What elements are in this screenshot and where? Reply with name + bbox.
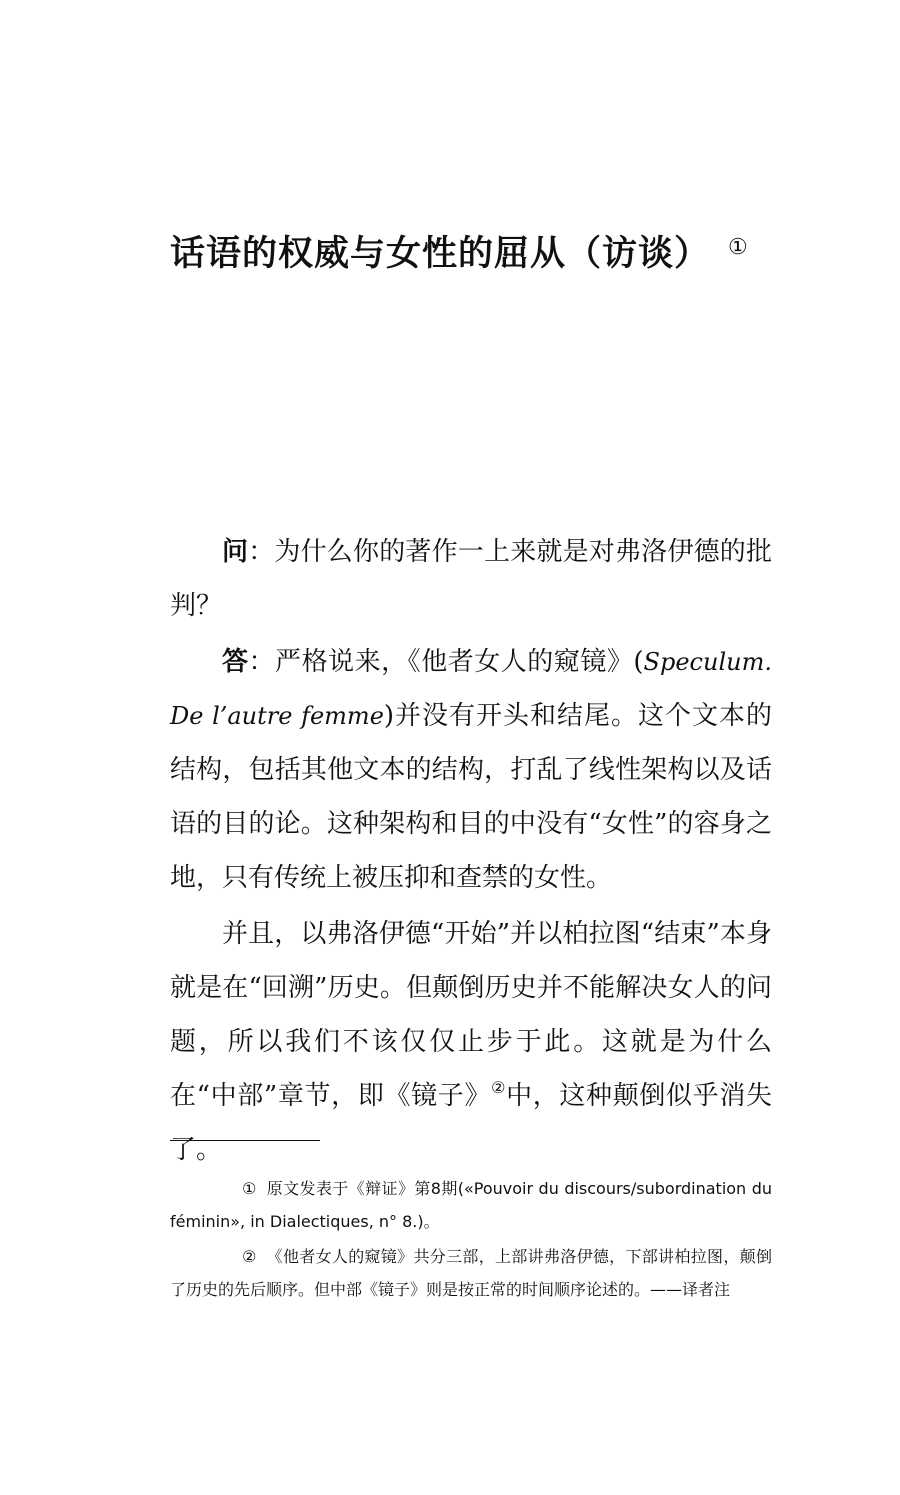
footnote-item [170, 1240, 772, 1306]
answer-text-start: ：严格说来，《他者女人的窥镜》( [248, 647, 644, 677]
footnote-mark: ② [242, 1247, 257, 1266]
book-title-italic: Speculum. De l’autre femme [170, 648, 772, 730]
paragraph-continuation [170, 907, 772, 1177]
title-text: 话语的权威与女性的屈从（访谈） [170, 233, 711, 275]
answer-text-rest: )并没有开头和结尾。这个文本的结构，包括其他文本的结构，打乱了线性架构以及话语的目的论。这种架构和目的中没有“女性”的容身之地，只有传统上被压抑和查禁的女性。 [170, 701, 772, 893]
footnote-mark: ① [242, 1179, 257, 1198]
page-title [170, 228, 790, 280]
paragraph-question [170, 525, 772, 633]
footnotes [170, 1172, 772, 1308]
question-label: 问 [222, 537, 249, 567]
body-text [170, 525, 772, 1179]
footnote-text: 《他者女人的窥镜》共分三部，上部讲弗洛伊德，下部讲柏拉图，颠倒了历史的先后顺序。但中部《镜子》则是按正常的时间顺序论述的。——译者注 [170, 1247, 772, 1299]
body-footnote-mark[interactable]: ② [491, 1078, 507, 1097]
footnote-item [170, 1172, 772, 1238]
footnote-text: 原文发表于《辩证》第8期(«Pouvoir du discours/subordination du féminin», in Dialectiques, n° 8.)。 [170, 1179, 772, 1231]
continuation-text-end: 中，这种颠倒似乎消失了。 [170, 1081, 772, 1165]
footnote-divider [170, 1140, 320, 1141]
question-text: ：为什么你的著作一上来就是对弗洛伊德的批判？ [170, 537, 772, 621]
answer-label: 答 [222, 647, 249, 677]
title-footnote-mark[interactable]: ① [728, 235, 749, 261]
continuation-text-start: 并且，以弗洛伊德“开始”并以柏拉图“结束”本身就是在“回溯”历史。但颠倒历史并不能解决女人的问题，所以我们不该仅仅止步于此。这就是为什么在“中部”章节，即《镜子》 [170, 919, 772, 1111]
paragraph-answer [170, 635, 772, 905]
